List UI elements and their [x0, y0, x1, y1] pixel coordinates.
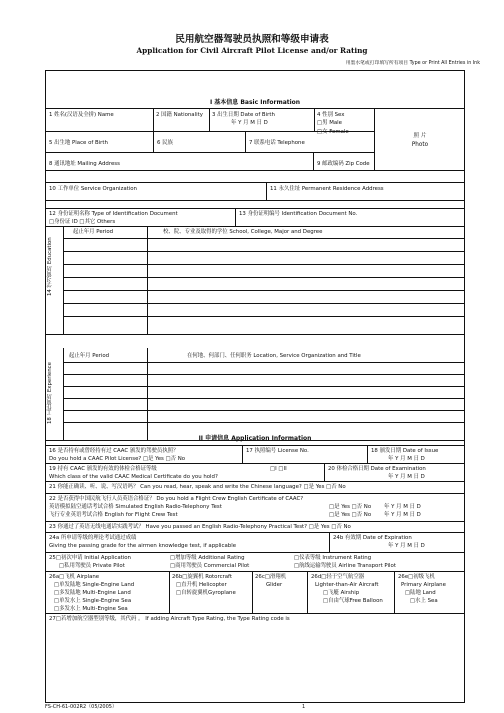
- id-number-label: 13 身份证明编号 Identification Document No.: [239, 211, 358, 217]
- q22-english-options: □是 Yes □否 No: [329, 512, 372, 518]
- zip-code-label: 9 邮政编码 Zip Code: [317, 161, 370, 167]
- q26a-line-3: □单发水上 Single-Engine Sea: [54, 598, 132, 604]
- education-label: 14 学习简历 Education: [47, 237, 53, 297]
- mailing-address-label: 8 通讯地址 Mailing Address: [49, 161, 120, 167]
- instruction-note: 用墨水笔或打印填写所有项目 Type or Print All Entries in Ink: [345, 61, 480, 66]
- photo-cn: 照 片: [413, 133, 427, 139]
- q26d-line-2: □飞艇 Airship: [323, 590, 360, 596]
- q22-rt-units: 年 Y 月 M 日 D: [384, 504, 421, 510]
- q24b-label: 24b 有效期 Date of Expiration: [333, 535, 412, 541]
- id-type-options: □身份证 ID □其它 Others: [49, 219, 116, 225]
- title-en: Application for Civil Aircraft Pilot License and/or Rating: [136, 46, 368, 55]
- q19-label: 19 持有 CAAC 颁发的有效的体检合格证等级: [49, 466, 157, 472]
- q25-airline: □航线运输驾驶员 Airline Transport Pilot: [294, 563, 396, 569]
- q26a-line-2: □多发陆地 Multi-Engine Land: [54, 590, 131, 596]
- q18-units: 年 Y 月 M 日 D: [388, 456, 425, 462]
- q24a-text: Giving the passing grade for the airmen knowledge test, if applicable: [49, 543, 237, 549]
- q16-options: Do you hold a CAAC Pilot License? □是 Yes □否 No: [49, 456, 186, 462]
- dob-label: 3 出生日期 Date of Birth: [212, 112, 275, 118]
- q26e-line-0: 26e□初级飞机: [398, 574, 435, 580]
- q22-english-test: 飞行专业英语考试合格 English for Flight Crew Test: [49, 512, 178, 518]
- q17-label: 17 执照编号 License No.: [246, 448, 309, 454]
- q26a-line-0: 26a□飞机 Airplane: [49, 574, 100, 580]
- page-number: 1: [302, 704, 306, 710]
- q24a-label: 24a 所申请等级的理论考试通过成绩: [49, 535, 137, 541]
- birthplace-label: 5 出生地 Place of Birth: [49, 140, 108, 146]
- sex-label: 4 性别 Sex: [317, 112, 345, 118]
- q16-label: 16 是否持有或曾经持有过 CAAC 颁发的驾驶员执照？: [49, 448, 179, 454]
- q19-options: □I □II: [270, 466, 287, 472]
- q25-commercial: □商用驾驶员 Commercial Pilot: [170, 563, 250, 569]
- service-org-label: 10 工作单位 Service Organization: [49, 186, 137, 192]
- q21-text: 21 你能正确读、听、说、写汉语吗？ Can you read, hear, speak and write the Chinese language? □是 Yes □否 No: [49, 484, 346, 490]
- q18-label: 18 颁发日期 Date of Issue: [371, 448, 439, 454]
- title-cn: 民用航空器驾驶员执照和等级申请表: [175, 34, 329, 45]
- q26e-line-2: □陆地 Land: [405, 590, 436, 596]
- experience-label: 18 工作简历 Experience: [47, 362, 53, 424]
- q26a-line-4: □多发水上 Multi-Engine Sea: [54, 606, 128, 612]
- experience-period-header: 起止年月 Period: [69, 353, 110, 359]
- q24b-units: 年 Y 月 M 日 D: [388, 543, 425, 549]
- section-application-info: II 申请信息 Application Information: [198, 435, 312, 442]
- name-label: 1 姓名(汉语及全拼) Name: [49, 112, 114, 118]
- q26d-line-0: 26d□轻于空气航空器: [311, 574, 365, 580]
- q26e-line-1: Primary Airplane: [401, 582, 446, 588]
- id-type-label: 12 身份证明名称 Type of Identification Document: [49, 211, 178, 217]
- q26c-line-1: Glider: [266, 582, 283, 588]
- q22-english-units: 年 Y 月 M 日 D: [384, 512, 421, 518]
- experience-detail-header: 在何地、何部门、任何职务 Location, Service Organization and Title: [187, 353, 361, 359]
- nationality-label: 2 国籍 Nationality: [156, 112, 203, 118]
- q23-text: 23 你通过了英语无线电通话实践考试？ Have you passed an English Radio-Telephony Practical Test? □是 Yes □否 No: [49, 524, 351, 530]
- q26d-line-3: □自由气球Free Balloon: [323, 598, 383, 604]
- q25-initial: 25□初次申请 Initial Application: [49, 555, 131, 561]
- q26b-line-2: □自转旋翼机Gyroplane: [176, 590, 236, 596]
- q26c-line-0: 26c□滑翔机: [255, 574, 287, 580]
- q25-instrument: □仪表等级 Instrument Rating: [294, 555, 372, 561]
- ethnic-label: 6 民族: [157, 140, 173, 146]
- education-detail-header: 校、院、专业及取得的学位 School, College, Major and Degree: [163, 229, 323, 235]
- section-basic-info: I 基本信息 Basic Information: [209, 99, 301, 106]
- q20-units: 年 Y 月 M 日 D: [388, 474, 425, 480]
- q25-private: □私用驾驶员 Private Pilot: [59, 563, 125, 569]
- form-frame: [45, 70, 465, 703]
- q25-additional: □增加等级 Additional Rating: [170, 555, 245, 561]
- sex-male: □男 Male: [317, 120, 342, 126]
- q26d-line-1: Lighter-than-Air Aircraft: [315, 582, 379, 588]
- q27-text: 27□若增加航空器型别等级，其代码 。 If adding Aircraft Type Rating, the Type Rating code is: [49, 616, 290, 622]
- q26b-line-0: 26b□旋翼机 Rotorcraft: [172, 574, 232, 580]
- education-period-header: 起止年月 Period: [73, 229, 114, 235]
- photo-en: Photo: [411, 142, 429, 148]
- q22-header: 22 是否获得中国民航飞行人员英语合格证？ Do you hold a Flight Crew English Certificate of CAAC?: [49, 496, 304, 502]
- q26e-line-3: □水上 Sea: [410, 598, 438, 604]
- q26a-line-1: □单发陆地 Single-Engine Land: [54, 582, 135, 588]
- dob-units: 年 Y 月 M 日 D: [231, 120, 268, 126]
- phone-label: 7 联系电话 Telephone: [249, 140, 305, 146]
- q22-rt-options: □是 Yes □否 No: [329, 504, 372, 510]
- form-code: FS-CH-61-002R2（05/2005）: [45, 704, 117, 710]
- q20-label: 20 体检合格日期 Date of Examination: [328, 466, 426, 472]
- sex-female: □女 Female: [317, 129, 349, 135]
- q19-question: Which class of the valid CAAC Medical Certificate do you hold?: [49, 474, 218, 480]
- q26b-line-1: □直升机 Helicopter: [176, 582, 227, 588]
- q22-rt-test: 英语模拟陆空通话考试合格 Simulated English Radio-Telephony Test: [49, 504, 222, 510]
- residence-label: 11 永久住址 Permanent Residence Address: [270, 186, 384, 192]
